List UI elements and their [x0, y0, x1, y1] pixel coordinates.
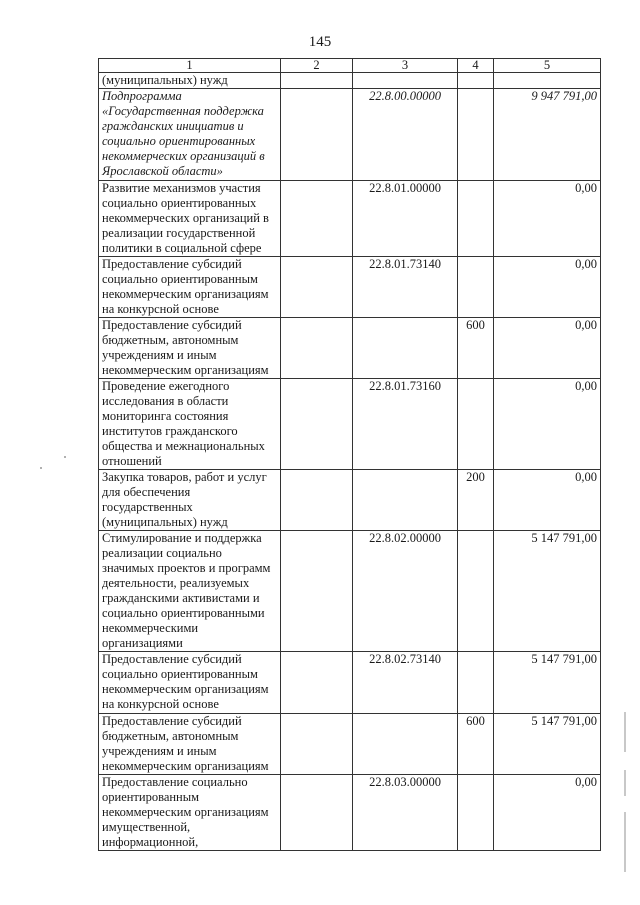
table-row — [99, 257, 601, 318]
scan-dot — [40, 467, 42, 469]
row-amount: 0,00 — [494, 318, 601, 379]
row-code — [353, 470, 458, 531]
table-row — [99, 89, 601, 181]
column-header-5: 5 — [494, 59, 601, 73]
table-row — [99, 73, 601, 89]
row-col2 — [281, 470, 353, 531]
table-row — [99, 379, 601, 470]
row-col2 — [281, 318, 353, 379]
row-type — [458, 379, 494, 470]
row-name: Стимулирование и поддержка реализации социально значимых проектов и программ деятельности, реализуемых гражданскими активистами и социально ориентированными некоммерческими организациями — [99, 531, 281, 652]
table-row — [99, 181, 601, 257]
row-name: Предоставление субсидий социально ориентированным некоммерческим организациям на конкурсной основе — [99, 257, 281, 318]
column-header-1: 1 — [99, 59, 281, 73]
row-code: 22.8.02.00000 — [353, 531, 458, 652]
row-code — [353, 318, 458, 379]
row-name: Подпрограмма «Государственная поддержка гражданских инициатив и социально ориентированных некоммерческих организаций в Ярославской области» — [99, 89, 281, 181]
row-col2 — [281, 714, 353, 775]
row-code: 22.8.02.73140 — [353, 652, 458, 714]
row-name: Предоставление субсидий бюджетным, автономным учреждениям и иным некоммерческим организациям — [99, 714, 281, 775]
table-row — [99, 775, 601, 851]
row-type — [458, 73, 494, 89]
row-code: 22.8.01.00000 — [353, 181, 458, 257]
column-header-2: 2 — [281, 59, 353, 73]
row-amount: 0,00 — [494, 775, 601, 851]
row-type: 600 — [458, 318, 494, 379]
row-code: 22.8.00.00000 — [353, 89, 458, 181]
row-name: Предоставление субсидий бюджетным, автономным учреждениям и иным некоммерческим организациям — [99, 318, 281, 379]
row-amount: 0,00 — [494, 181, 601, 257]
row-type — [458, 257, 494, 318]
row-name: Развитие механизмов участия социально ориентированных некоммерческих организаций в реализации государственной политики в социальной сфере — [99, 181, 281, 257]
row-code — [353, 714, 458, 775]
row-amount: 5 147 791,00 — [494, 714, 601, 775]
row-amount: 9 947 791,00 — [494, 89, 601, 181]
row-amount: 5 147 791,00 — [494, 652, 601, 714]
scan-artifact — [624, 712, 626, 752]
row-col2 — [281, 181, 353, 257]
row-name: Проведение ежегодного исследования в области мониторинга состояния институтов гражданского общества и межнациональных отношений — [99, 379, 281, 470]
row-amount: 5 147 791,00 — [494, 531, 601, 652]
column-header-4: 4 — [458, 59, 494, 73]
row-type — [458, 181, 494, 257]
budget-table — [98, 58, 601, 851]
row-col2 — [281, 257, 353, 318]
table-row — [99, 318, 601, 379]
table-row — [99, 470, 601, 531]
page-number: 145 — [308, 34, 332, 50]
row-type: 200 — [458, 470, 494, 531]
row-name: Закупка товаров, работ и услуг для обеспечения государственных (муниципальных) нужд — [99, 470, 281, 531]
row-amount: 0,00 — [494, 379, 601, 470]
row-code: 22.8.03.00000 — [353, 775, 458, 851]
row-type — [458, 89, 494, 181]
row-type — [458, 775, 494, 851]
row-col2 — [281, 379, 353, 470]
row-col2 — [281, 775, 353, 851]
row-code: 22.8.01.73140 — [353, 257, 458, 318]
row-type: 600 — [458, 714, 494, 775]
row-amount — [494, 73, 601, 89]
row-col2 — [281, 73, 353, 89]
scan-artifact — [624, 812, 626, 872]
row-name: Предоставление социально ориентированным некоммерческим организациям имущественной, информационной, — [99, 775, 281, 851]
scan-dot — [64, 456, 66, 458]
table-row — [99, 652, 601, 714]
row-col2 — [281, 89, 353, 181]
row-code: 22.8.01.73160 — [353, 379, 458, 470]
row-col2 — [281, 652, 353, 714]
row-code — [353, 73, 458, 89]
row-name: Предоставление субсидий социально ориентированным некоммерческим организациям на конкурсной основе — [99, 652, 281, 714]
column-header-3: 3 — [353, 59, 458, 73]
row-amount: 0,00 — [494, 470, 601, 531]
table-row — [99, 531, 601, 652]
table-header-row — [99, 59, 601, 73]
table-row — [99, 714, 601, 775]
row-type — [458, 531, 494, 652]
row-amount: 0,00 — [494, 257, 601, 318]
row-col2 — [281, 531, 353, 652]
row-name: (муниципальных) нужд — [99, 73, 281, 89]
row-type — [458, 652, 494, 714]
scan-artifact — [624, 770, 626, 796]
